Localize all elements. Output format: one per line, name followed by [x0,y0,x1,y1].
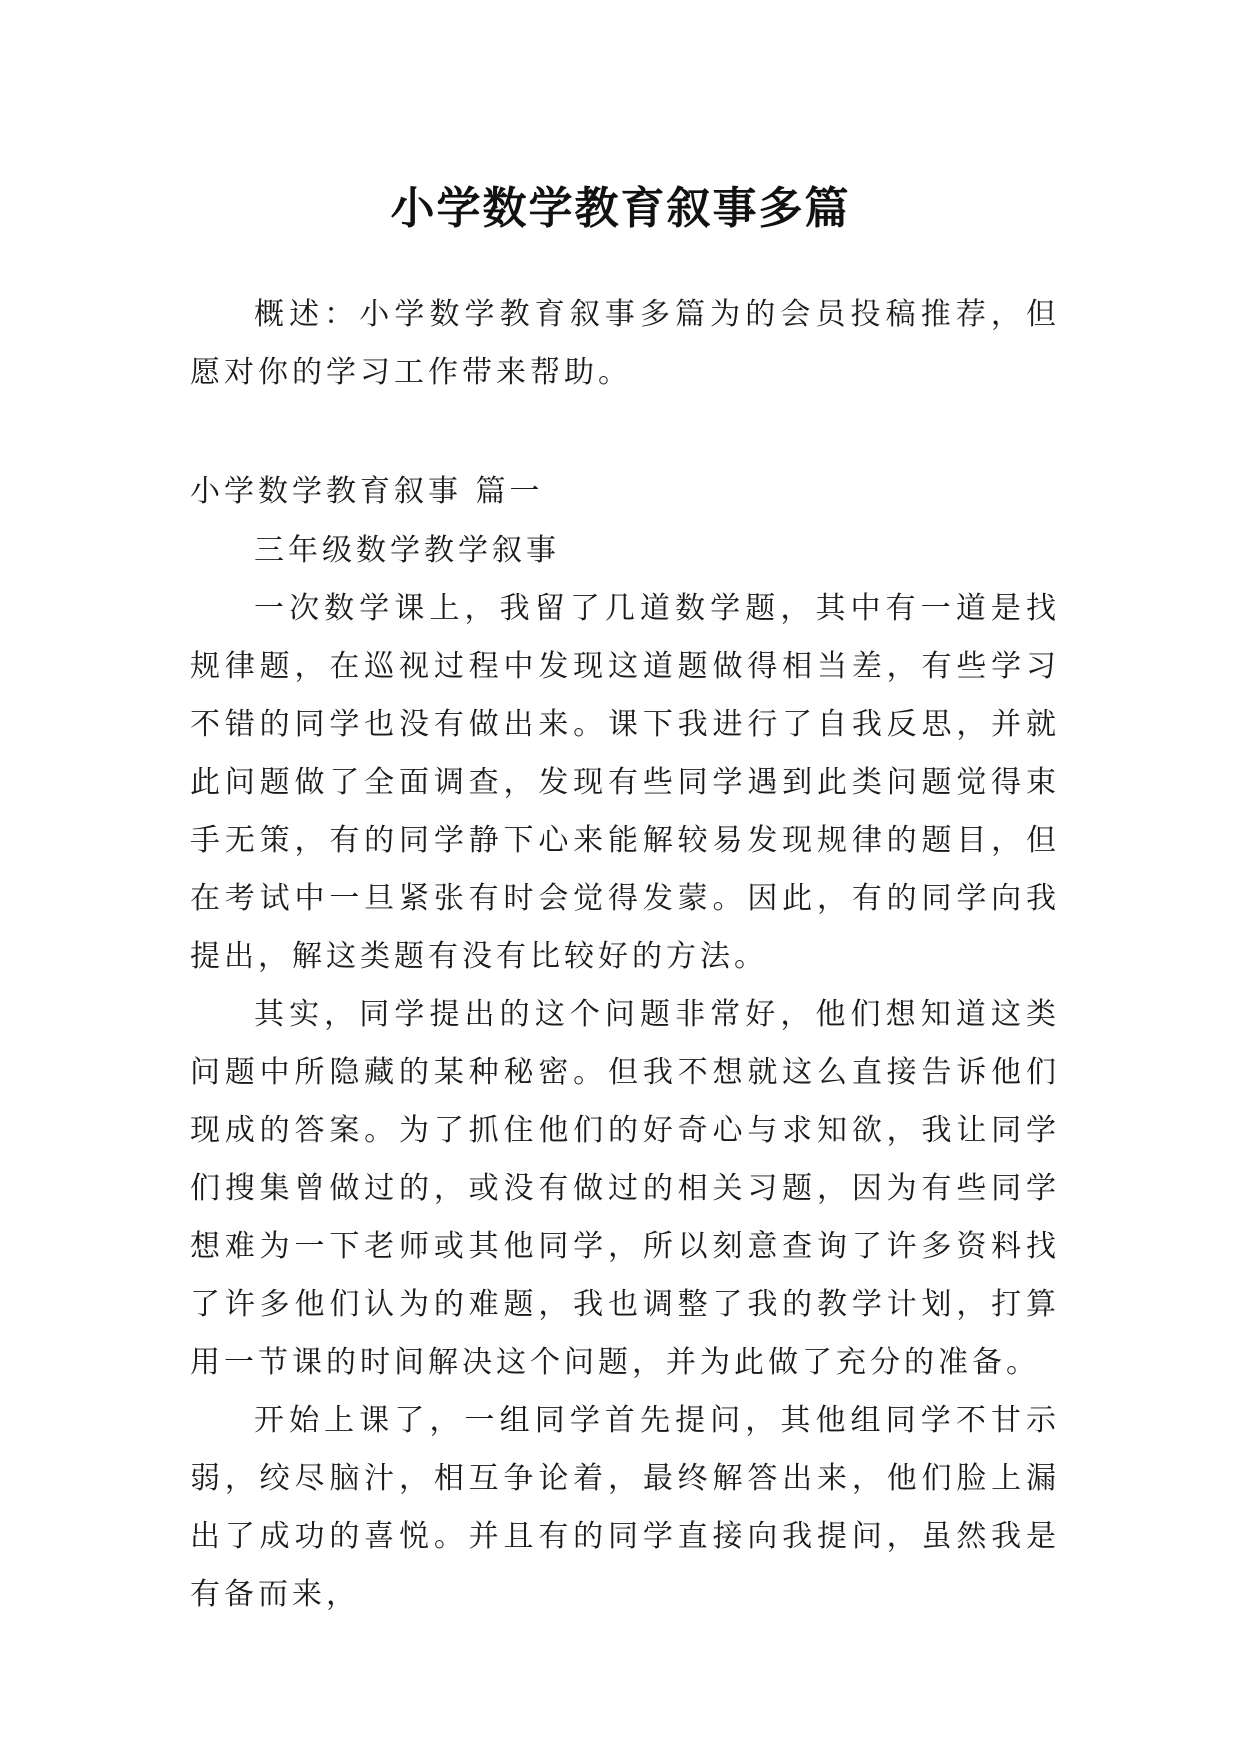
body-paragraph: 其实，同学提出的这个问题非常好，他们想知道这类问题中所隐藏的某种秘密。但我不想就这么直接告诉他们现成的答案。为了抓住他们的好奇心与求知欲，我让同学们搜集曾做过的，或没有做过的相关习题，因为有些同学想难为一下老师或其他同学，所以刻意查询了许多资料找了许多他们认为的难题，我也调整了我的教学计划，打算用一节课的时间解决这个问题，并为此做了充分的准备。 [190,997,1060,1380]
body-paragraph: 一次数学课上，我留了几道数学题，其中有一道是找规律题，在巡视过程中发现这道题做得相当差，有些学习不错的同学也没有做出来。课下我进行了自我反思，并就此问题做了全面调查，发现有些同学遇到此类问题觉得束手无策，有的同学静下心来能解较易发现规律的题目，但在考试中一旦紧张有时会觉得发蒙。因此，有的同学向我提出，解这类题有没有比较好的方法。 [190,591,1060,974]
summary-paragraph: 概述：小学数学教育叙事多篇为的会员投稿推荐，但愿对你的学习工作带来帮助。 [190,297,1060,390]
document-title: 小学数学教育叙事多篇 [390,183,851,235]
section-heading: 小学数学教育叙事 篇一 [190,474,544,509]
section-subtitle: 三年级数学教学叙事 [254,533,560,568]
body-paragraph: 开始上课了，一组同学首先提问，其他组同学不甘示弱，绞尽脑汁，相互争论着，最终解答出来，他们脸上漏出了成功的喜悦。并且有的同学直接向我提问，虽然我是有备而来， [190,1403,1060,1612]
